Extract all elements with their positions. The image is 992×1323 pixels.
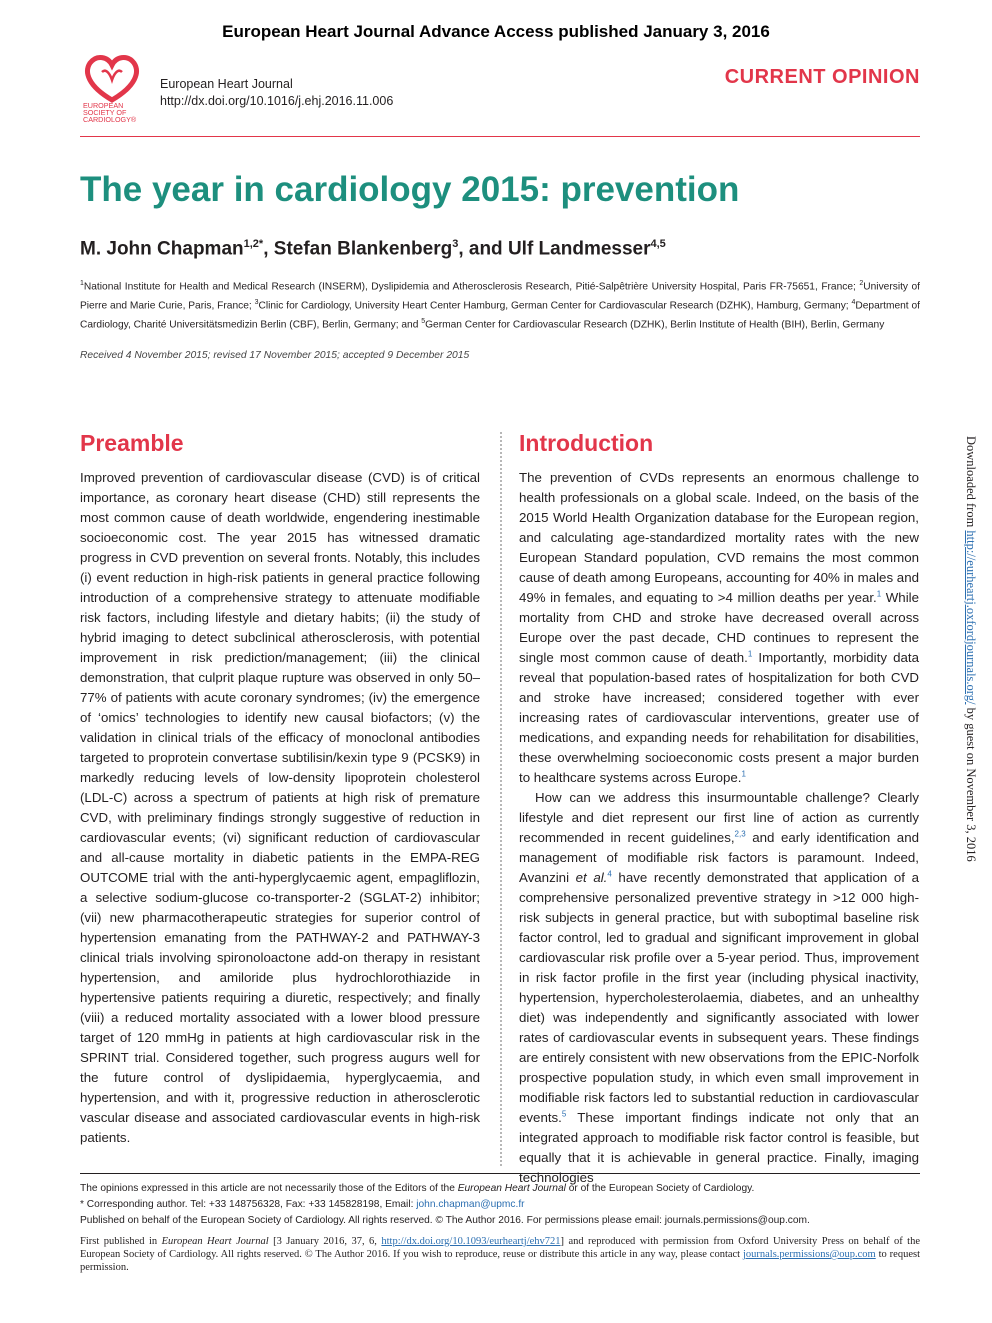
- text-run: by guest on November 3, 2016: [964, 704, 978, 862]
- text-run: have recently demonstrated that application of a comprehensive personalized preventive strategy in >12 000 high-risk subjects in general practice, but with suboptimal baseline risk factor control, led to gradual and significant improvement in global cardiovascular risk profile over a 5-year period. Thus, improvement in risk factor profile in the first year (including physical inactivity, hypertension, hypercholesterolaemia, diabetes, and an unhealthy diet) was independently and significantly associated with lower rates of cardiovascular events in subsequent years. These findings are entirely consistent with new observations from the EPIC-Norfolk prospective population study, in which even small improvement in modifiable risk factors led to substantial reduction in cardiovascular events.: [519, 870, 919, 1125]
- affiliation: National Institute for Health and Medical Research (INSERM), Dyslipidemia and Atherosclerosis Research, Pitié-Salpêtrière University Hospital, Paris FR-75651, France;: [83, 281, 860, 293]
- text-run: European Heart Journal: [161, 1236, 269, 1247]
- affiliation: Clinic for Cardiology, University Heart Center Hamburg, German Center for Cardiovascular Research (DZHK), Hamburg, Germany;: [258, 300, 852, 312]
- text-run: The prevention of CVDs represents an enormous challenge to health professionals on a global scale. Indeed, on the basis of the 2015 World Health Organization database for the European region, and calculating age-standardized mortality rates with the new European Standard population, CVD remains the most common cause of death among Europeans, accounting for 40% in males and 49% in females, and equating to >4 million deaths per year.: [519, 470, 919, 605]
- paragraph: [519, 788, 919, 1188]
- text-run: European Heart Journal: [457, 1183, 566, 1194]
- logo-line3: CARDIOLOGY®: [83, 115, 137, 124]
- first-published-notice: [80, 1235, 920, 1274]
- text-run: ] and reproduced with permission from Oxford University Press on behalf of the European Society of Cardiology. All rights reserved. © The Author 2016. If you wish to reproduce, reuse or distribute this article in any way, please contact: [80, 1236, 921, 1260]
- advance-access-banner: European Heart Journal Advance Access published January 3, 2016: [222, 22, 770, 41]
- text-run: While mortality from CHD and stroke have decreased overall across Europe over the past decade, CHD continues to represent the single most common cause of death.: [519, 590, 919, 665]
- introduction-body: [519, 468, 919, 1188]
- paragraph: Improved prevention of cardiovascular disease (CVD) is of critical importance, as coronary heart disease (CHD) still represents the most common cause of death worldwide, engendering inestimable socioeconomic cost. The year 2015 has witnessed dramatic progress in CVD prevention on several fronts. Notably, this includes (i) event reduction in high-risk patients in general practice following introduction of a comprehensive strategy to attenuate modifiable risk factors, including lifestyle and dietary habits; (ii) the study of hybrid imaging to detect subclinical atherosclerosis, with potential improvement in risk prediction/management; (iii) the clinical demonstration, that culprit plaque rupture was observed in only 50–77% of patients with acute coronary syndromes; (iv) the emergence of ‘omics’ technologies to identify new causal biofactors; (v) the validation in clinical trials of the efficacy of monoclonal antibodies targeted to proprotein convertase subtilisin/kexin type 9 (PCSK9) in markedly reducing levels of low-density lipoprotein cholesterol (LDL-C) across a spectrum of patients at high risk of premature CVD, with preliminary findings strongly suggestive of reduction in cardiovascular events; (vi) significant reduction of cardiovascular and all-cause mortality in diabetic patients in the EMPA-REG OUTCOME trial with the anti-hyperglycaemic agent, empagliflozin, a selective sodium-glucose co-transporter-2 (SGLAT-2) inhibitor; (vii) new pharmacotherapeutic strategies for superior control of hypertension emanating from the PATHWAY-2 and PATHWAY-3 clinical trials involving spironoloactone add-on therapy in resistant hypertension, and amiloride plus hydrochlorothiazide in hypertensive patients requiring a diuretic, respectively; and finally (viii) a reduced mortality associated with a lower blood pressure target of 120 mmHg in patients at high cardiovascular risk in the SPRINT trial. Considered together, such progress augurs well for the future control of dyslipidaemia, hyperglycaemia, and hypertension, and with it, progressive reduction in atherosclerotic vascular disease and associated cardiovascular events in high-risk patients.: [80, 470, 480, 1145]
- text-run: et al.: [575, 870, 608, 885]
- permissions-email-link[interactable]: journals.permissions@oup.com: [742, 1249, 876, 1260]
- logo-line1: EUROPEAN: [83, 101, 124, 110]
- affiliation-number: 2: [859, 280, 864, 287]
- doi-link[interactable]: http://dx.doi.org/10.1093/eurheartj/ehv721: [381, 1236, 561, 1247]
- citation-link[interactable]: 4: [607, 869, 612, 879]
- text-run: or of the European Society of Cardiology.: [565, 1183, 755, 1194]
- section-heading-preamble: Preamble: [80, 430, 184, 456]
- author-separator: ,: [263, 238, 274, 260]
- author-list: [80, 238, 666, 260]
- author-name: Ulf Landmesser: [507, 238, 651, 260]
- text-run: How can we address this insurmountable challenge? Clearly lifestyle and diet represent our first line of action as currently recommended in recent guidelines,: [519, 790, 919, 845]
- affiliation-number: 5: [421, 317, 426, 325]
- email-link[interactable]: john.chapman@upmc.fr: [416, 1199, 525, 1210]
- author-affiliation-sup: 4,5: [650, 238, 666, 250]
- journal-name: European Heart Journal: [160, 77, 293, 91]
- affiliation: Department of Cardiology, Charité Universitätsmedizin Berlin (CBF), Berlin, Germany; and: [80, 300, 920, 330]
- esc-logo: [80, 50, 144, 124]
- logo-line2: SOCIETY OF: [83, 108, 127, 117]
- text-run: Importantly, morbidity data reveal that population-based rates of hospitalization for both CVD and stroke have increased; considered together with ever increasing rates of cardiovascular interventions, greater use of medications, and expanding needs for rehabilitation for disabilities, these overwhelming socioeconomic costs present a major burden to healthcare systems across Europe.: [519, 650, 919, 785]
- footnote-published: Published on behalf of the European Society of Cardiology. All rights reserved. © The Author 2016. For permissions please email: journals.permissions@oup.com.: [80, 1215, 810, 1226]
- affiliation-number: 1: [80, 280, 84, 287]
- paragraph: [519, 468, 919, 788]
- footnote-divider: [80, 1173, 920, 1174]
- journal-site-link[interactable]: http://eurheartj.oxfordjournals.org/: [964, 530, 978, 705]
- journal-doi[interactable]: http://dx.doi.org/10.1016/j.ehj.2016.11.006: [160, 94, 394, 108]
- footnotes: [80, 1181, 920, 1229]
- journal-meta: [160, 76, 393, 110]
- author-affiliation-sup: 3: [452, 238, 459, 250]
- citation-link[interactable]: 2,3: [734, 829, 746, 839]
- citation-link[interactable]: 5: [561, 1109, 567, 1119]
- preamble-body: [80, 468, 480, 1148]
- text-run: First published in: [80, 1236, 162, 1247]
- author-affiliation-sup: 1,2*: [243, 238, 264, 250]
- header-divider: [80, 136, 920, 137]
- article-category: CURRENT OPINION: [724, 66, 920, 88]
- affiliation: University of Pierre and Marie Curie, Paris, France;: [80, 281, 921, 312]
- footnote-opinion: [80, 1181, 920, 1197]
- footnote-corresponding: [80, 1197, 920, 1213]
- affiliation: German Center for Cardiovascular Research (DZHK), Berlin Institute of Health (BIH), Berlin, Germany: [425, 318, 885, 330]
- author-name: M. John Chapman: [80, 238, 244, 260]
- affiliation-number: 3: [254, 298, 259, 306]
- text-run: The opinions expressed in this article are not necessarily those of the Editors of the: [80, 1183, 458, 1194]
- text-run: to request permission.: [80, 1249, 920, 1273]
- download-watermark: [955, 436, 985, 956]
- text-run: Downloaded from: [964, 436, 978, 531]
- text-run: These important findings indicate not only that an integrated approach to modifiable risk factor control is feasible, but equally that it is achievable in general practice. Finally, imaging technologies: [519, 1110, 919, 1185]
- text-run: [3 January 2016, 37, 6,: [268, 1236, 382, 1247]
- citation-link[interactable]: 1: [876, 589, 882, 599]
- article-dates: Received 4 November 2015; revised 17 November 2015; accepted 9 December 2015: [80, 350, 470, 361]
- affiliations: [80, 276, 920, 332]
- article-title: The year in cardiology 2015: prevention: [80, 170, 740, 209]
- download-watermark-text: [963, 436, 978, 862]
- author-name: Stefan Blankenberg: [273, 238, 453, 260]
- column-divider: [500, 432, 502, 1166]
- citation-link[interactable]: 1: [747, 649, 753, 659]
- text-run: and early identification and management of modifiable risk factors is paramount. Indeed, Avanzini: [519, 830, 919, 885]
- citation-link[interactable]: 1: [741, 769, 746, 779]
- author-separator: , and: [458, 238, 508, 260]
- section-heading-introduction: Introduction: [519, 430, 654, 456]
- text-run: * Corresponding author. Tel: +33 148756328, Fax: +33 145828198, Email:: [80, 1199, 417, 1210]
- affiliation-number: 4: [851, 298, 856, 306]
